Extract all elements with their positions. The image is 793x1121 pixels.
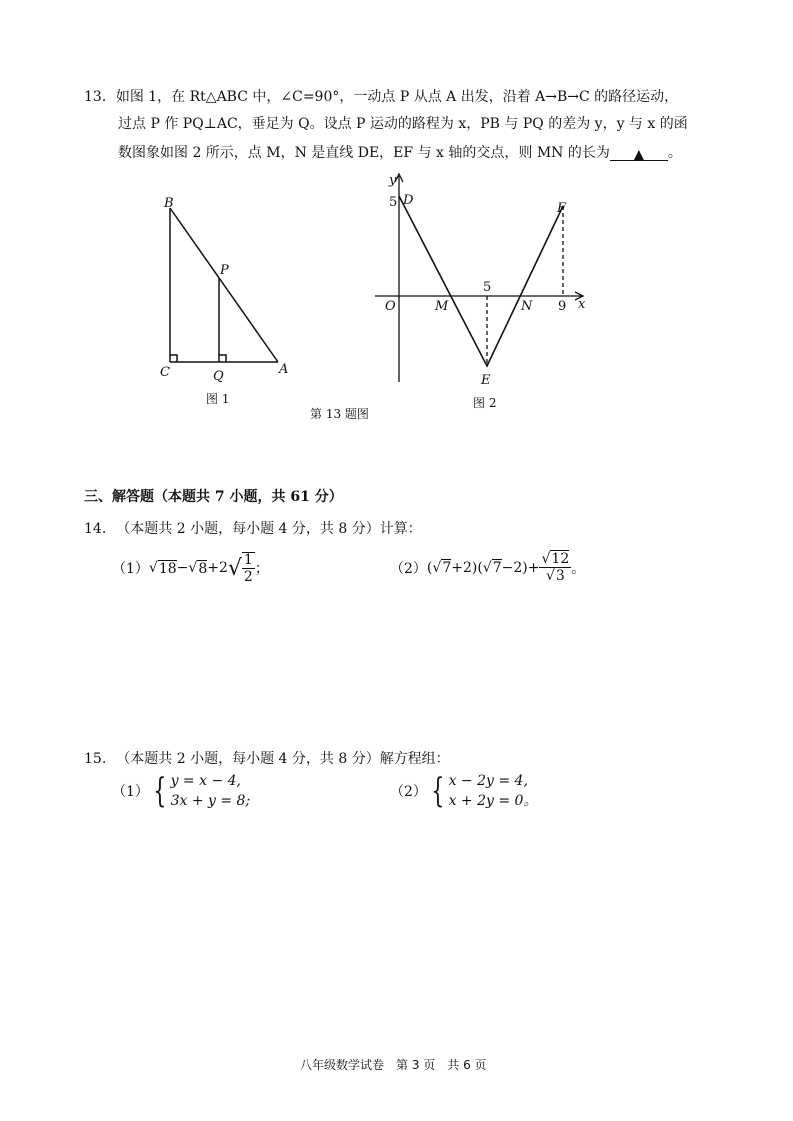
label-Q: Q [213,369,224,384]
part-end: 。 [571,560,586,577]
q15-text: （本题共 2 小题，每小题 4 分，共 8 分）解方程组： [116,751,450,767]
fraction-numerator: 1 [243,552,253,568]
equation-1: x − 2y = 4, [448,773,528,789]
label-A: A [279,362,289,377]
label-x: x [578,297,586,312]
radical: √ [148,560,158,576]
function-line-DEF [399,196,563,366]
fraction-one-half [242,552,255,584]
fraction-sqrt12-over-sqrt3 [539,552,571,583]
q14-number: 14. [84,521,107,537]
q13-line1 [84,84,678,110]
figure-2-graph [375,170,600,390]
radicand-3: 3 [555,568,565,584]
right-angle-mark-C [170,355,177,362]
section-heading: 三、解答题（本题共 7 小题，共 61 分） [84,489,343,505]
figure-caption: 第 13 题图 [310,407,369,421]
segment-BA [170,208,278,362]
fraction-denominator: 2 [243,569,253,585]
label-D: D [403,193,414,208]
answer-blank[interactable]: ▲ [610,142,668,161]
open-paren: ( [426,559,433,576]
q13-line3-end: 。 [667,145,682,161]
part-end: ； [254,561,269,577]
q15-part2 [390,771,537,811]
q15-number: 15. [84,751,107,767]
plus-two: +2 [207,560,228,576]
radicand-8: 8 [198,560,208,577]
radical: √ [227,555,242,581]
figure-2-caption: 图 2 [473,396,497,410]
q14-part2-label: （2） [390,560,427,577]
label-F: F [557,201,567,216]
q14-part1-label: （1） [112,561,149,577]
label-y: y [389,173,397,188]
right-angle-mark-Q [219,355,226,362]
equation-system-2 [390,771,537,811]
equation-1: y = x − 4, [170,773,241,789]
label-B: B [164,196,174,211]
fraction-numerator: √12 [541,551,570,567]
equation-2: 3x + y = 8; [170,793,251,809]
label-E: E [481,373,491,388]
q13-line2: 过点 P 作 PQ⊥AC，垂足为 Q。设点 P 运动的路程为 x，PB 与 PQ 的差为 y，y 与 x 的函 [118,116,688,132]
equation-system-1 [112,771,250,811]
q14-part1 [112,552,269,584]
label-five-y: 5 [389,195,398,210]
q14-header [84,518,422,538]
radicand-7b: 7 [492,560,502,576]
label-N: N [521,299,533,314]
figure-1-triangle [150,190,300,390]
radicand-12: 12 [551,551,570,567]
label-M: M [435,299,449,314]
label-nine: 9 [558,299,567,314]
radical: √ [482,559,492,576]
q15-part1 [112,771,250,811]
system-rows [449,771,538,811]
left-brace: { [431,771,445,811]
q14-part2 [390,552,585,583]
radicand-7a: 7 [442,560,452,576]
radical: √ [432,559,442,576]
label-C: C [160,365,170,380]
q15-part1-label: （1） [112,784,149,800]
figure-1-caption: 图 1 [206,392,230,406]
radicand-18: 18 [158,560,177,577]
q13-number: 13． [84,89,116,105]
equation-2: x + 2y = 0。 [448,793,538,809]
system-rows [171,771,251,811]
plus-two-paren: +2)( [451,559,483,576]
page-footer: 八年级数学试卷 第 3 页 共 6 页 [300,1058,487,1072]
q15-header [84,748,450,768]
q15-part2-label: （2） [390,784,427,800]
fraction-denominator: √3 [545,568,565,584]
q13-text-line3: 数图象如图 2 所示，点 M，N 是直线 DE，EF 与 x 轴的交点，则 MN 的长为 [118,145,610,161]
q13-line3 [118,140,682,166]
minus-two-plus: −2)+ [501,559,540,576]
q13-text-line1: 如图 1，在 Rt△ABC 中，∠C=90°，一动点 P 从点 A 出发，沿着 A→B→C 的路径运动， [115,89,679,105]
left-brace: { [153,771,167,811]
label-P: P [220,263,229,278]
label-five-x: 5 [483,280,492,295]
radical: √ [188,560,198,576]
minus-sign: − [176,560,189,576]
q14-text: （本题共 2 小题，每小题 4 分，共 8 分）计算： [116,521,422,537]
label-origin: O [385,299,396,314]
